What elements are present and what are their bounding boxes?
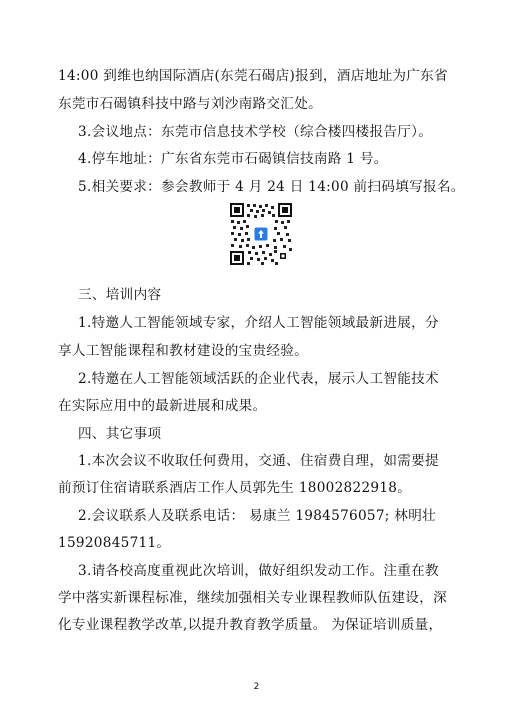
paragraph-line: 学中落实新课程标准，继续加强相关专业课程教师队伍建设，深 — [58, 590, 448, 606]
section-heading-training: 三、培训内容 — [78, 287, 162, 303]
qr-code-icon[interactable] — [228, 201, 294, 267]
paragraph-line: 前预订住宿请联系酒店工作人员郭先生 18002822918。 — [58, 480, 412, 496]
paragraph-line: 3.请各校高度重视此次培训，做好组织发动工作。注重在教 — [78, 563, 439, 579]
section-heading-other: 四、其它事项 — [78, 426, 162, 442]
paragraph-line: 1.本次会议不收取任何费用，交通、住宿费自理，如需要提 — [78, 453, 439, 469]
page-number: 2 — [253, 682, 260, 692]
contact-persons: 2.会议联系人及联系电话： 易康兰 1984576057; 林明壮 — [78, 508, 436, 524]
paragraph-line: 化专业课程教学改革,以提升教育教学质量。 为保证培训质量， — [58, 617, 443, 633]
meeting-location: 3.会议地点：东莞市信息技术学校（综合楼四楼报告厅）。 — [78, 124, 433, 140]
paragraph-line: 2.特邀在人工智能领域活跃的企业代表，展示人工智能技术 — [78, 371, 439, 387]
parking-address: 4.停车地址：广东省东莞市石碣镇信技南路 1 号。 — [78, 151, 388, 167]
paragraph-line: 东莞市石碣镇科技中路与刘沙南路交汇处。 — [58, 96, 322, 112]
paragraph-line: 1.特邀人工智能领域专家，介绍人工智能领域最新进展，分 — [78, 315, 439, 331]
paragraph-line: 在实际应用中的最新进展和成果。 — [58, 398, 267, 414]
paragraph-line: 14:00 到维也纳国际酒店(东莞石碣店)报到，酒店地址为广东省 — [58, 68, 448, 84]
paragraph-line: 15920845711。 — [58, 535, 171, 551]
paragraph-line: 享人工智能课程和教材建设的宝贵经验。 — [58, 343, 309, 359]
related-requirements: 5.相关要求：参会教师于 4 月 24 日 14:00 前扫码填写报名。 — [78, 179, 465, 195]
